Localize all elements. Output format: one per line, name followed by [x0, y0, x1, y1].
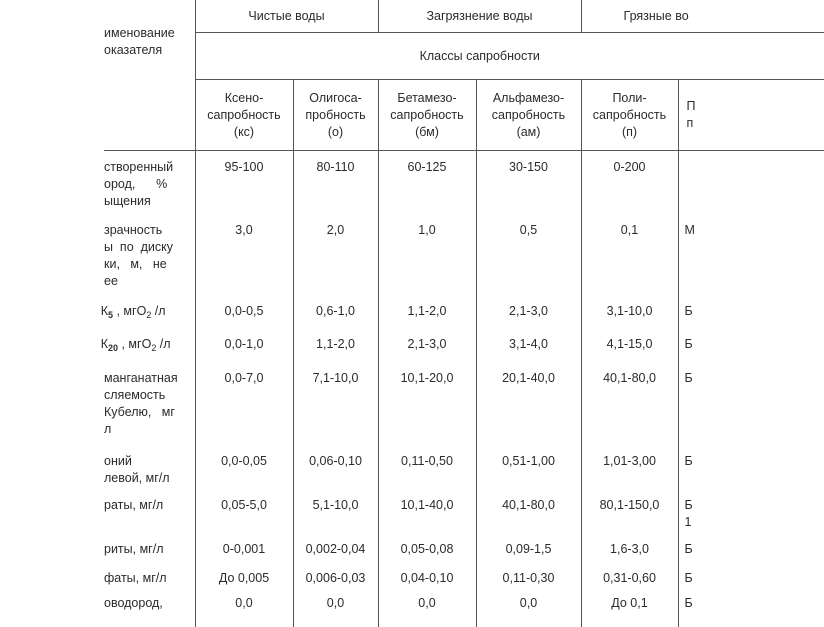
table-row — [104, 151, 824, 214]
row-name — [104, 362, 195, 445]
row-name — [104, 328, 195, 362]
cell-value: До 0,005 — [195, 562, 293, 587]
cell-value: 3,0 — [195, 214, 293, 295]
row-name-sub2: 2 — [146, 310, 151, 320]
table-row — [104, 214, 824, 295]
cell-value: 0,31-0,60 — [581, 562, 678, 587]
cell-value: 3,1-4,0 — [476, 328, 581, 362]
row-name-line: оний — [104, 453, 187, 470]
class-poly-line2: сапробность — [582, 107, 678, 124]
class-alphameso-line1: Альфамезо- — [477, 90, 581, 107]
cell-value: 0,1 — [581, 214, 678, 295]
cell-value: 0,0-1,0 — [195, 328, 293, 362]
cell-value: 30-150 — [476, 151, 581, 214]
cell-value: 0,0 — [293, 587, 378, 627]
row-name-suffix: , мгО — [118, 337, 151, 351]
cell-value: 0,5 — [476, 214, 581, 295]
cell-value: 0-0,001 — [195, 533, 293, 562]
row-name-line: манганатная — [104, 370, 187, 387]
cell-value: 10,1-40,0 — [378, 489, 476, 533]
row-name — [104, 587, 195, 627]
row-name — [104, 489, 195, 533]
table-row — [104, 587, 824, 627]
row-name-line: оводород, — [104, 595, 187, 612]
cell-value: 0,6-1,0 — [293, 295, 378, 328]
row-name-prefix: К — [104, 336, 108, 353]
row-name-line: створенный — [104, 159, 187, 176]
cell-value: 0,51-1,00 — [476, 445, 581, 489]
cell-value: Б — [678, 562, 824, 587]
zone-clean-waters: Чистые воды — [195, 0, 378, 33]
row-name-sub: 20 — [108, 343, 118, 353]
cell-value: Б — [678, 295, 824, 328]
indicator-label-line2: оказателя — [104, 42, 187, 59]
class-xeno-line3: (кс) — [196, 124, 293, 141]
table-row — [104, 445, 824, 489]
cell-value: 7,1-10,0 — [293, 362, 378, 445]
cell-value: 0,0-0,5 — [195, 295, 293, 328]
cell-value — [678, 151, 824, 214]
table-row — [104, 362, 824, 445]
cell-value: 0,11-0,50 — [378, 445, 476, 489]
cell-value: 0,0-0,05 — [195, 445, 293, 489]
indicator-label-line1: именование — [104, 25, 187, 42]
cell-value: 0,04-0,10 — [378, 562, 476, 587]
cell-value: 40,1-80,0 — [476, 489, 581, 533]
row-name — [104, 214, 195, 295]
header-classes-row — [104, 33, 824, 80]
row-name-line: ыщения — [104, 193, 187, 210]
row-name-line: ород, % — [104, 176, 187, 193]
cell-value — [678, 489, 824, 533]
row-name-line: сляемость — [104, 387, 187, 404]
cell-value: 80-110 — [293, 151, 378, 214]
cell-value: 2,0 — [293, 214, 378, 295]
cell-value: 0,0 — [378, 587, 476, 627]
cell-value: 0-200 — [581, 151, 678, 214]
cell-value: 5,1-10,0 — [293, 489, 378, 533]
cell-value: 10,1-20,0 — [378, 362, 476, 445]
cell-value: 0,0 — [476, 587, 581, 627]
row-name-line: ки, м, не — [104, 256, 187, 273]
class-xeno — [195, 80, 293, 151]
cell-value: 40,1-80,0 — [581, 362, 678, 445]
cell-value: 2,1-3,0 — [378, 328, 476, 362]
class-alphameso — [476, 80, 581, 151]
cell-value: 95-100 — [195, 151, 293, 214]
row-name-line: фаты, мг/л — [104, 570, 187, 587]
cell-value: 80,1-150,0 — [581, 489, 678, 533]
table-row — [104, 328, 824, 362]
cell-value: М — [678, 214, 824, 295]
row-name — [104, 562, 195, 587]
cell-value: 2,1-3,0 — [476, 295, 581, 328]
class-oligo — [293, 80, 378, 151]
cell-value: 0,002-0,04 — [293, 533, 378, 562]
row-name — [104, 151, 195, 214]
row-name-tail: /л — [156, 337, 170, 351]
row-name-suffix: , мгО — [113, 304, 146, 318]
class-alphameso-line2: сапробность — [477, 107, 581, 124]
indicator-header-cell — [104, 0, 195, 80]
cell-value: 0,05-0,08 — [378, 533, 476, 562]
class-poly — [581, 80, 678, 151]
row-name — [104, 295, 195, 328]
zone-dirty-waters: Грязные во — [581, 0, 824, 33]
table-row — [104, 533, 824, 562]
class-poly-line3: (п) — [582, 124, 678, 141]
class-oligo-line2: пробность — [294, 107, 378, 124]
cell-value-line: Б — [685, 497, 824, 514]
cell-value: Б — [678, 533, 824, 562]
cell-value: 60-125 — [378, 151, 476, 214]
header-zones-row — [104, 0, 824, 33]
cell-value-line: 1 — [685, 514, 824, 531]
table-row — [104, 489, 824, 533]
table-row — [104, 562, 824, 587]
cell-value: Б — [678, 328, 824, 362]
class-betameso — [378, 80, 476, 151]
cell-value: 1,0 — [378, 214, 476, 295]
cell-value: 0,05-5,0 — [195, 489, 293, 533]
class-betameso-line2: сапробность — [379, 107, 476, 124]
row-name-line: Кубелю, мг — [104, 404, 187, 421]
cell-value: 1,01-3,00 — [581, 445, 678, 489]
class-partial-line1: П — [687, 98, 824, 115]
cell-value: 20,1-40,0 — [476, 362, 581, 445]
row-name-sub: 5 — [108, 310, 113, 320]
cell-value: 0,0 — [195, 587, 293, 627]
row-name — [104, 445, 195, 489]
cell-value: 0,006-0,03 — [293, 562, 378, 587]
cell-value: 0,09-1,5 — [476, 533, 581, 562]
row-name-sub2: 2 — [151, 343, 156, 353]
class-xeno-line1: Ксено- — [196, 90, 293, 107]
class-oligo-line1: Олигоса- — [294, 90, 378, 107]
class-betameso-line1: Бетамезо- — [379, 90, 476, 107]
row-name-prefix: К — [104, 303, 108, 320]
row-name-line: риты, мг/л — [104, 541, 187, 558]
row-name-tail: /л — [151, 304, 165, 318]
cell-value: 1,1-2,0 — [378, 295, 476, 328]
row-name-line: раты, мг/л — [104, 497, 187, 514]
cell-value: 1,6-3,0 — [581, 533, 678, 562]
class-alphameso-line3: (ам) — [477, 124, 581, 141]
row-name — [104, 533, 195, 562]
indicator-header-bottom — [104, 80, 195, 151]
cell-value: До 0,1 — [581, 587, 678, 627]
row-name-line: зрачность — [104, 222, 187, 239]
cell-value: 0,0-7,0 — [195, 362, 293, 445]
cell-value: Б — [678, 587, 824, 627]
class-partial-line2: п — [687, 115, 824, 132]
cell-value: Б — [678, 445, 824, 489]
class-poly-line1: Поли- — [582, 90, 678, 107]
class-xeno-line2: сапробность — [196, 107, 293, 124]
row-name-line: ее — [104, 273, 187, 290]
class-partial — [678, 80, 824, 151]
header-class-names-row — [104, 80, 824, 151]
table-row — [104, 295, 824, 328]
zone-water-pollution: Загрязнение воды — [378, 0, 581, 33]
row-name-line: левой, мг/л — [104, 470, 187, 487]
cell-value: 0,06-0,10 — [293, 445, 378, 489]
cell-value: 3,1-10,0 — [581, 295, 678, 328]
class-oligo-line3: (о) — [294, 124, 378, 141]
class-betameso-line3: (бм) — [379, 124, 476, 141]
row-name-line: л — [104, 421, 187, 438]
classes-title: Классы сапробности — [195, 33, 824, 80]
cell-value: 4,1-15,0 — [581, 328, 678, 362]
cell-value: Б — [678, 362, 824, 445]
row-name-line: ы по диску — [104, 239, 187, 256]
saprobity-table — [104, 0, 824, 627]
cell-value: 0,11-0,30 — [476, 562, 581, 587]
cell-value: 1,1-2,0 — [293, 328, 378, 362]
